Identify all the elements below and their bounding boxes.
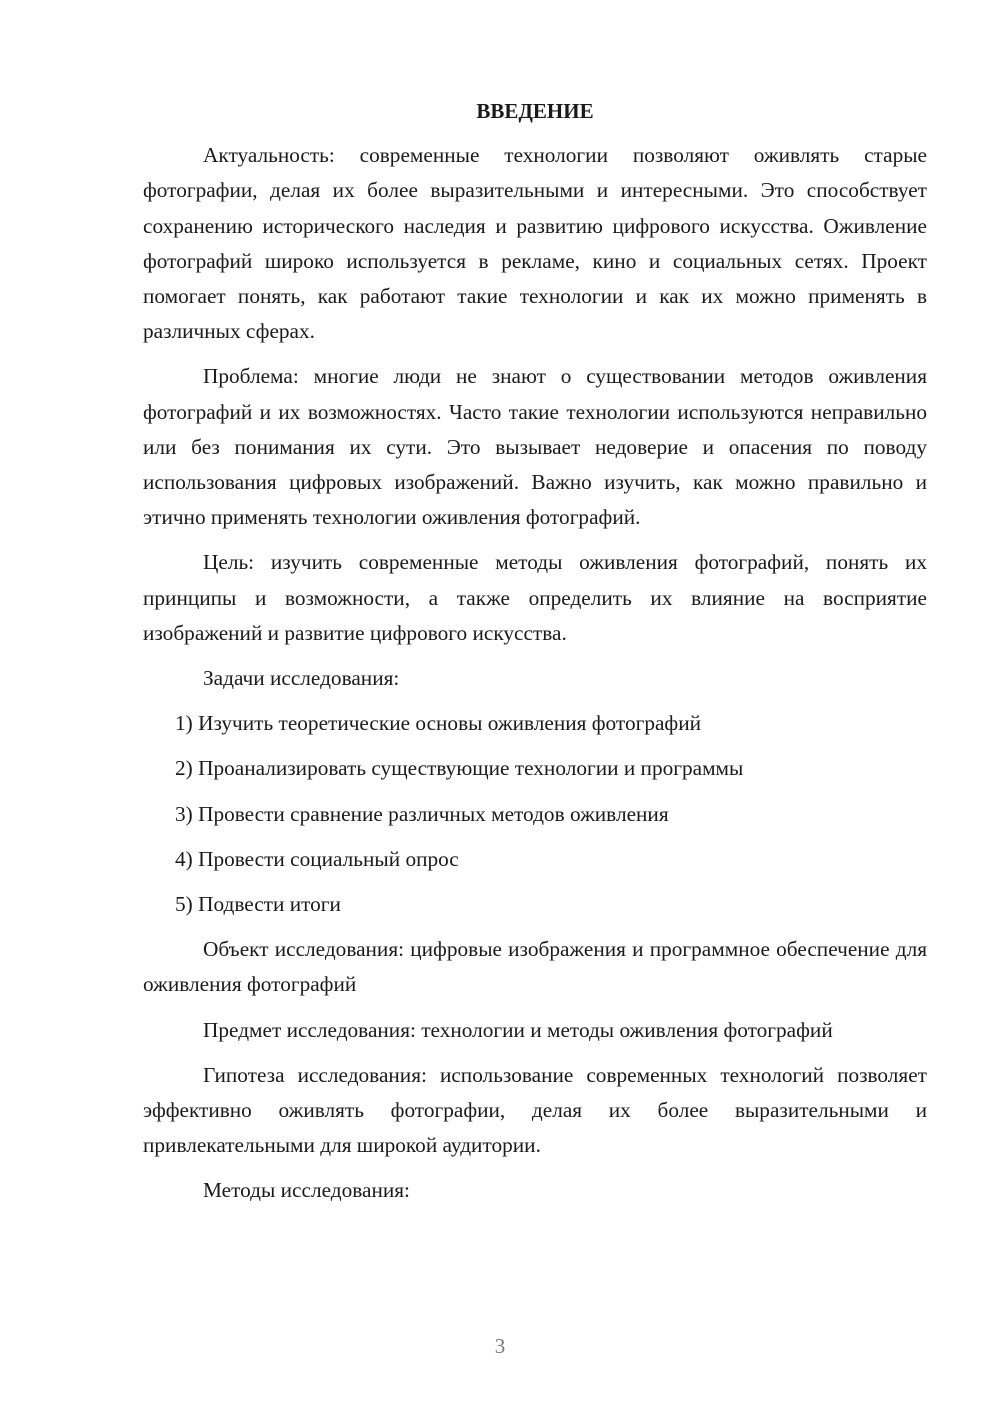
- paragraph-subject: Предмет исследования: технологии и методы оживления фотографий: [203, 1017, 833, 1042]
- task-list: [143, 706, 927, 922]
- document-page: [143, 94, 927, 1219]
- task-item: 3) Провести сравнение различных методов оживления: [175, 801, 669, 826]
- tasks-heading: Задачи исследования:: [203, 666, 400, 691]
- paragraph-object: Объект исследования: цифровые изображения и программное обеспечение для оживления фотографий: [143, 937, 927, 997]
- paragraph-relevance: Актуальность: современные технологии позволяют оживлять старые фотографии, делая их более выразительными и интересными. Это способствует сохранению исторического наследия и развитию цифрового искусства. Оживление фотографий широко используется в рекламе, кино и социальных сетях. Проект помогает понять, как работают такие технологии и как их можно применять в различных сферах.: [143, 143, 927, 344]
- task-item: 2) Проанализировать существующие технологии и программы: [175, 756, 744, 781]
- task-item: 1) Изучить теоретические основы оживления фотографий: [175, 711, 702, 736]
- task-item: 4) Провести социальный опрос: [175, 846, 459, 871]
- task-item: 5) Подвести итоги: [175, 892, 341, 917]
- page-number: 3: [494, 1334, 506, 1358]
- paragraph-goal: Цель: изучить современные методы оживления фотографий, понять их принципы и возможности, а также определить их влияние на восприятие изображений и развитие цифрового искусства.: [143, 550, 927, 645]
- paragraph-hypothesis: Гипотеза исследования: использование современных технологий позволяет эффективно оживлять фотографии, делая их более выразительными и привлекательными для широкой аудитории.: [143, 1062, 927, 1158]
- methods-heading: Методы исследования:: [203, 1178, 410, 1203]
- section-title: ВВЕДЕНИЕ: [476, 99, 594, 123]
- paragraph-problem: Проблема: многие люди не знают о существовании методов оживления фотографий и их возможностях. Часто такие технологии используются неправильно или без понимания их сути. Это вызывает недоверие и опасения по поводу использования цифровых изображений. Важно изучить, как можно правильно и этично применять технологии оживления фотографий.: [143, 364, 927, 530]
